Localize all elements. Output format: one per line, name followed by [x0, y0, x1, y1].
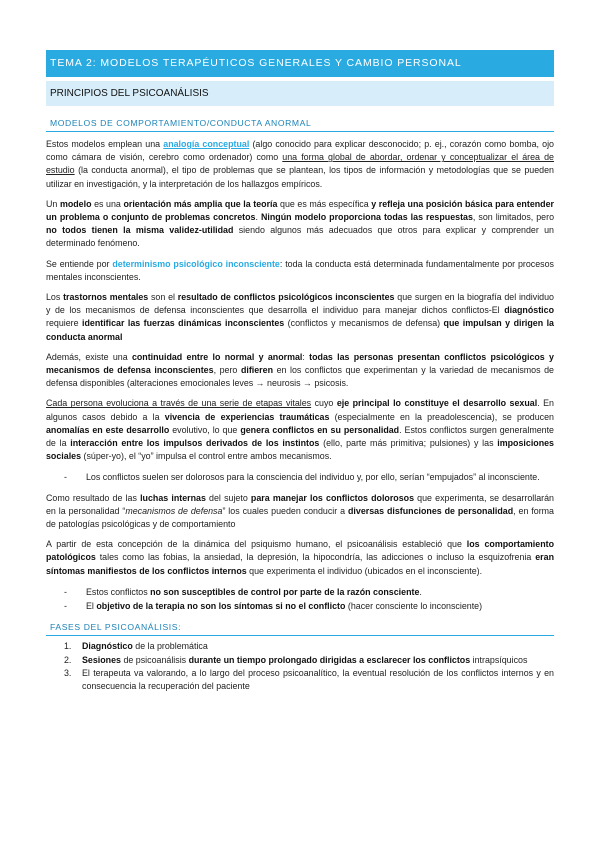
list-item: - Estos conflictos no son susceptibles de control por parte de la razón consciente.: [46, 586, 554, 599]
list-item: 2. Sesiones de psicoanálisis durante un tiempo prolongado dirigidas a esclarecer los conflictos intrapsíquicos: [64, 654, 528, 665]
paragraph-determinismo: Se entiende por determinismo psicológico inconsciente: toda la conducta está determinada fundamentalmente por procesos mentales inconscientes.: [46, 258, 554, 282]
bullet-list-conflictos: [46, 471, 554, 484]
paragraph-trastornos: Los trastornos mentales son el resultado de conflictos psicológicos inconscientes que surgen en la biografía del individuo y de los mecanismos de defensa inconscientes que desarrolla el individuo para manejar dichos conflictos-El diagnóstico requiere identificar las fuerzas dinámicas inconscientes (conflictos y mecanismos de defensa) que impulsan y dirigen la conducta anormal: [46, 292, 554, 342]
subsection-heading-modelos: MODELOS DE COMPORTAMIENTO/CONDUCTA ANORMAL: [46, 118, 554, 132]
document-page: [46, 50, 554, 693]
paragraph-luchas: Como resultado de las luchas internas del sujeto para manejar los conflictos dolorosos que experimenta, se desarrollarán en la personalidad “mecanismos de defensa” los cuales pueden conducir a diversas disfunciones de personalidad, en forma de patologías psicológicas y de comportamiento: [46, 492, 554, 530]
list-item: - El objetivo de la terapia no son los síntomas si no el conflicto (hacer consciente lo inconsciente): [46, 600, 554, 613]
bullet-list-terapia: [46, 586, 554, 613]
paragraph-modelo: Un modelo es una orientación más amplia que la teoría que es más específica y refleja una posición básica para entender un problema o conjunto de problemas concretos. Ningún modelo proporciona todas las respuestas, son limitados, pero no todos tienen la misma validez-utilidad siendo algunos más adecuados que otros para explicar y comprender un determinado fenómeno.: [46, 198, 555, 249]
paragraph-desarrollo: Cada persona evoluciona a través de una serie de etapas vitales cuyo eje principal lo constituye el desarrollo sexual. En algunos casos debido a la vivencia de experiencias traumáticas (especialmente en la preadolescencia), se producen anomalías en este desarrollo evolutivo, lo que genera conflictos en su personalidad. Estos conflictos surgen generalmente de la interacción entre los impulsos derivados de los instintos (ello, parte más primitiva; pulsiones) y las imposiciones sociales (súper-yo), el “yo” impulsa el control entre ambos mecanismos.: [46, 398, 554, 462]
paragraph-psiquismo: A partir de esta concepción de la dinámica del psiquismo humano, el psicoanálisis estableció que los comportamiento patológicos tales como las fobias, la ansiedad, la depresión, la hipocondría, las adicciones o incluso la esquizofrenia eran síntomas manifiestos de los conflictos internos que experimenta el individuo (ubicados en el inconsciente).: [46, 539, 554, 576]
section-title-bar: PRINCIPIOS DEL PSICOANÁLISIS: [46, 81, 554, 106]
subsection-heading-fases: FASES DEL PSICOANÁLISIS:: [46, 622, 554, 636]
list-item: 3. El terapeuta va valorando, a lo largo del proceso psicoanalítico, la eventual resolución de los conflictos internos y en consecuencia la recuperación del paciente: [64, 667, 554, 691]
paragraph-analogia: Estos modelos emplean una analogía conceptual (algo conocido para explicar desconocido; p. ej., corazón como bomba, ojo como cámara de visión, cerebro como ordenador) como una forma global de abordar, ordenar y conceptualizar el área de estudio (la conducta anormal), el tipo de problemas que se plantean, los tipos de información y metodologías que se pueden utilizar en investigación, y la interpretación de los hallazgos empíricos.: [46, 139, 554, 189]
numbered-list-fases: [46, 640, 554, 693]
chapter-title-bar: TEMA 2: MODELOS TERAPÉUTICOS GENERALES Y CAMBIO PERSONAL: [46, 50, 554, 77]
paragraph-continuidad: Además, existe una continuidad entre lo normal y anormal: todas las personas presentan conflictos psicológicos y mecanismos de defensa inconscientes, pero difieren en los conflictos que experimentan y la variedad de mecanismos de defensa disponibles (alteraciones emocionales leves → neurosis → psicosis.: [46, 351, 554, 389]
list-item: - Los conflictos suelen ser dolorosos para la consciencia del individuo y, por ello, serían “empujados” al inconsciente.: [46, 471, 554, 484]
list-item: 1. Diagnóstico de la problemática: [64, 641, 208, 652]
